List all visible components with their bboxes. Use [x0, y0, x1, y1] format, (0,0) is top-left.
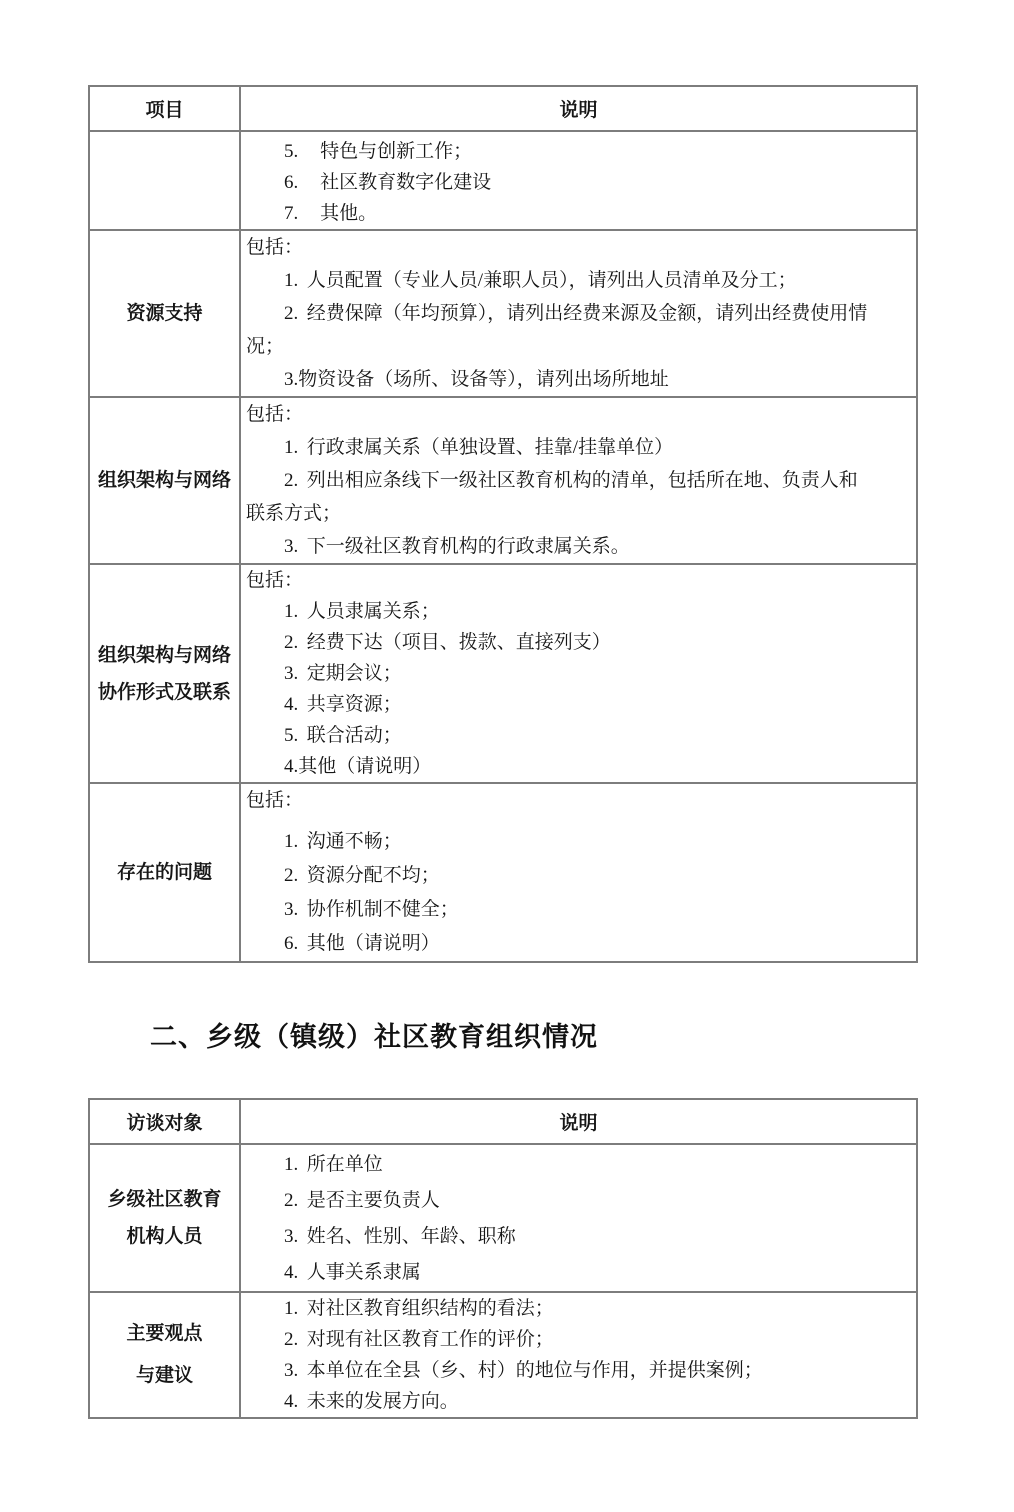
table-row [89, 131, 917, 230]
list-item [246, 1255, 910, 1291]
list-item [246, 893, 910, 927]
list-item [246, 658, 910, 689]
item-text: 联合活动； [306, 725, 402, 746]
table-row [89, 783, 917, 962]
item-label-line: 组织架构与网络 [97, 644, 231, 666]
item-label-cell [89, 1292, 240, 1418]
item-label-cell [89, 131, 240, 230]
list-item [246, 530, 910, 563]
item-text: 经费下达（项目、拨款、直接列支） [306, 632, 611, 653]
list-item [246, 297, 910, 363]
list-intro: 包括： [246, 790, 304, 811]
list-item [246, 363, 910, 396]
item-number: 2. [284, 470, 299, 491]
item-number: 3. [284, 1226, 299, 1247]
item-label-line: 机构人员 [126, 1226, 203, 1247]
list-item [246, 1324, 910, 1355]
item-text: 是否主要负责人 [306, 1190, 440, 1211]
item-number: 2. [284, 865, 299, 886]
item-text: 人员隶属关系； [306, 601, 440, 622]
item-text: 特色与创新工作； [320, 141, 473, 162]
item-number: 4. [284, 694, 299, 715]
item-number: 2. [284, 303, 299, 324]
item-text: 定期会议； [306, 663, 402, 684]
table-row [89, 230, 917, 397]
list-intro: 包括： [246, 237, 304, 258]
item-number: 3. [284, 899, 299, 920]
item-number: 5. [284, 725, 299, 746]
item-number: 7. [284, 203, 299, 224]
item-text: 姓名、性别、年龄、职称 [306, 1226, 516, 1247]
item-text-continuation: 联系方式； [246, 503, 342, 524]
list-item [246, 825, 910, 859]
item-number: 1. [284, 601, 299, 622]
table-header-row [89, 1099, 917, 1144]
item-label-cell [89, 564, 240, 783]
table-row [89, 564, 917, 783]
item-text: 沟通不畅； [306, 831, 402, 852]
item-text: 对社区教育组织结构的看法； [306, 1298, 554, 1319]
description-cell [240, 230, 917, 397]
item-text: 资源分配不均； [306, 865, 440, 886]
item-text: 协作机制不健全； [306, 899, 459, 920]
item-number: 2. [284, 1190, 299, 1211]
list-item [246, 751, 910, 782]
item-number: 2. [284, 1329, 299, 1350]
column-header-item: 项目 [89, 86, 240, 131]
description-cell [240, 1144, 917, 1292]
item-label-line: 乡级社区教育 [107, 1189, 222, 1210]
item-label-line: 协作形式及联系 [97, 681, 231, 703]
item-number: 1. [284, 831, 299, 852]
item-text: 经费保障（年均预算），请列出经费来源及金额，请列出经费使用情 [306, 303, 868, 324]
item-text-continuation: 况； [246, 336, 285, 357]
section-heading: 二、乡级（镇级）社区教育组织情况 [150, 1022, 598, 1052]
description-cell [240, 131, 917, 230]
list-item [246, 627, 910, 658]
list-intro: 包括： [246, 570, 304, 591]
list-item [246, 927, 910, 961]
item-text: 所在单位 [306, 1154, 383, 1175]
item-text: 其他（请说明） [306, 933, 440, 954]
item-text: 对现有社区教育工作的评价； [306, 1329, 554, 1350]
item-text: 列出相应条线下一级社区教育机构的清单，包括所在地、负责人和 [306, 470, 858, 491]
list-item [246, 720, 910, 751]
column-header-description: 说明 [240, 1099, 917, 1144]
list-item [246, 431, 910, 464]
description-cell [240, 1292, 917, 1418]
item-label-line: 与建议 [135, 1365, 193, 1386]
description-cell [240, 564, 917, 783]
item-number: 1. [284, 1154, 299, 1175]
description-cell [240, 783, 917, 962]
item-text: 物资设备（场所、设备等），请列出场所地址 [298, 369, 669, 390]
item-label-cell: 存在的问题 [89, 783, 240, 962]
list-item [246, 596, 910, 627]
table-row [89, 1292, 917, 1418]
county-table [88, 85, 918, 963]
item-number: 1. [284, 1298, 299, 1319]
item-number: 3. [284, 663, 299, 684]
item-number: 3. [284, 1360, 299, 1381]
item-number: 6. [284, 172, 299, 193]
list-item [246, 859, 910, 893]
list-item [246, 1147, 910, 1183]
list-item [246, 167, 910, 198]
item-number: 5. [284, 141, 299, 162]
item-label-cell [89, 1144, 240, 1292]
item-text: 其他（请说明） [298, 756, 432, 777]
item-text: 本单位在全县（乡、村）的地位与作用，并提供案例； [306, 1360, 763, 1381]
item-text: 社区教育数字化建设 [320, 172, 492, 193]
list-item [246, 264, 910, 297]
list-item [246, 1355, 910, 1386]
item-text: 共享资源； [306, 694, 402, 715]
item-number: 4. [284, 1262, 299, 1283]
item-number: 3. [284, 369, 299, 390]
item-text: 人员配置（专业人员/兼职人员），请列出人员清单及分工； [306, 270, 797, 291]
list-item [246, 1219, 910, 1255]
document-page [88, 85, 916, 1419]
table-row [89, 1144, 917, 1292]
item-label-cell: 组织架构与网络 [89, 397, 240, 564]
item-text: 未来的发展方向。 [306, 1391, 459, 1412]
item-number: 1. [284, 437, 299, 458]
item-number: 3. [284, 536, 299, 557]
list-item [246, 198, 910, 229]
table-row [89, 397, 917, 564]
item-number: 6. [284, 933, 299, 954]
list-item [246, 1183, 910, 1219]
item-text: 下一级社区教育机构的行政隶属关系。 [306, 536, 630, 557]
item-number: 4. [284, 1391, 299, 1412]
list-item [246, 1386, 910, 1417]
list-item [246, 136, 910, 167]
list-intro: 包括： [246, 404, 304, 425]
item-text: 行政隶属关系（单独设置、挂靠/挂靠单位） [306, 437, 674, 458]
column-header-interviewee: 访谈对象 [89, 1099, 240, 1144]
item-number: 1. [284, 270, 299, 291]
column-header-description: 说明 [240, 86, 917, 131]
list-item [246, 464, 910, 530]
item-label-line: 主要观点 [126, 1323, 203, 1344]
item-label-cell: 资源支持 [89, 230, 240, 397]
item-text: 人事关系隶属 [306, 1262, 421, 1283]
description-cell [240, 397, 917, 564]
list-item [246, 689, 910, 720]
list-item [246, 1293, 910, 1324]
item-number: 4. [284, 756, 299, 777]
table-header-row [89, 86, 917, 131]
item-number: 2. [284, 632, 299, 653]
item-text: 其他。 [320, 203, 378, 224]
township-table [88, 1098, 918, 1419]
